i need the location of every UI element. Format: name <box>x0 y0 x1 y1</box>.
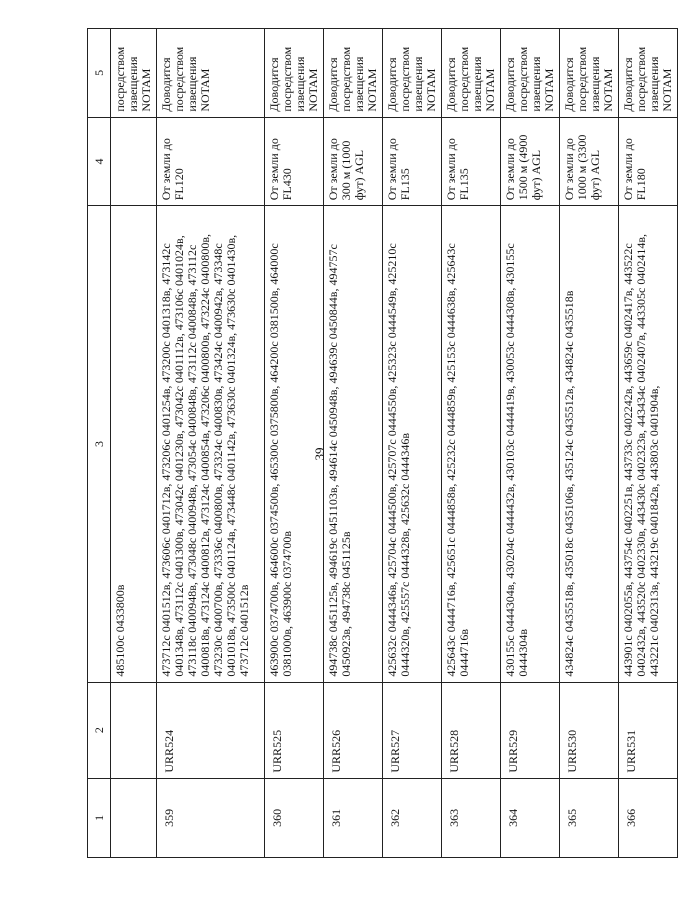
table-row <box>157 29 265 858</box>
vertical-limits: От земли до 300 м (1000 фут) AGL <box>324 117 383 206</box>
vertical-limits: От земли до FL430 <box>265 117 324 206</box>
row-number: 362 <box>383 778 442 857</box>
vertical-limits: От земли до 1500 м (4900 фут) AGL <box>501 117 560 206</box>
notice-method: Доводится посредством извещения NOTAM <box>619 29 678 118</box>
vertical-limits: От земли до FL120 <box>157 117 265 206</box>
header-col-5: 5 <box>88 29 111 118</box>
notice-method: Доводится посредством извещения NOTAM <box>501 29 560 118</box>
coordinates: 425643с 0444716в, 425651с 0444858в, 425232с 0444859в, 425153с 0444638в, 425643с 0444716в <box>442 206 501 682</box>
vertical-limits: От земли до FL135 <box>442 117 501 206</box>
vertical-limits: От земли до 1000 м (3300 фут) AGL <box>560 117 619 206</box>
notice-method: Доводится посредством извещения NOTAM <box>560 29 619 118</box>
table-row <box>265 29 324 858</box>
zone-code: URR526 <box>324 682 383 778</box>
rotated-table-wrapper <box>87 28 674 858</box>
header-col-1: 1 <box>88 778 111 857</box>
vertical-limits <box>111 117 157 206</box>
notice-method: Доводится посредством извещения NOTAM <box>157 29 265 118</box>
coordinates: 494738с 0451125в, 494619с 0451103в, 494614с 0450948в, 494639с 0450844в, 494757с 0450923в, 494738с 0451125в <box>324 206 383 682</box>
table-row <box>324 29 383 858</box>
zone-code: URR531 <box>619 682 678 778</box>
coordinates: 473712с 0401512в, 473606с 0401712в, 473206с 0401254в, 473200с 0401318в, 473142с 0401348в, 473112с 0401300в, 473042с 0401230в, 473042с 0401112в, 473106с 0401024в, 473118с 0400948в, 473048с 0400948в, 473054с 0400848в, 473112с 0400848в, 473112с 0400818в, 473124с 0400812в, 473124с 0400854в, 473206с 0400800в, 473224с 0400800в, 473230с 0400700в, 473336с 0400800в, 473324с 0400830в, 473424с 0400942в, 473348с 0401018в, 473500с 0401124в, 473448с 0401142в, 473630с 0401324в, 473630с 0401430в, 473712с 0401512в <box>157 206 265 682</box>
vertical-limits: От земли до FL135 <box>383 117 442 206</box>
coordinates: 485100с 0433800в <box>111 206 157 682</box>
table-row <box>383 29 442 858</box>
zone-code: URR528 <box>442 682 501 778</box>
table-row <box>619 29 678 858</box>
row-number: 364 <box>501 778 560 857</box>
header-col-3: 3 <box>88 206 111 682</box>
table-row <box>560 29 619 858</box>
coordinates: 430155с 0444304в, 430204с 0444432в, 430103с 0444419в, 430053с 0444308в, 430155с 0444304в <box>501 206 560 682</box>
restricted-areas-table <box>87 28 678 858</box>
table-header-row <box>88 29 111 858</box>
row-number: 365 <box>560 778 619 857</box>
row-number: 361 <box>324 778 383 857</box>
vertical-limits: От земли до FL180 <box>619 117 678 206</box>
zone-code: URR529 <box>501 682 560 778</box>
notice-method: Доводится посредством извещения NOTAM <box>324 29 383 118</box>
page-number: 39 <box>312 447 327 461</box>
coordinates: 443901с 0402055в, 443754с 0402251в, 443733с 0402242в, 443659с 0402417в, 443522с 0402432в, 443520с 0402330в, 443430с 0402323в, 443434с 0402407в, 443305с 0402414в, 443221с 0402313в, 443219с 0401842в, 443803с 0401904в, <box>619 206 678 682</box>
coordinates: 463900с 0374700в, 464600с 0374500в, 465300с 0375800в, 464200с 0381500в, 464000с 0381000в, 463900с 0374700в <box>265 206 324 682</box>
coordinates: 434824с 0435518в, 435018с 0435106в, 435124с 0435512в, 434824с 0435518в <box>560 206 619 682</box>
row-number: 360 <box>265 778 324 857</box>
header-col-4: 4 <box>88 117 111 206</box>
row-number: 366 <box>619 778 678 857</box>
table-row <box>442 29 501 858</box>
table-row <box>501 29 560 858</box>
table-row <box>111 29 157 858</box>
notice-method: Доводится посредством извещения NOTAM <box>442 29 501 118</box>
coordinates: 425632с 0444346в, 425704с 0444500в, 425707с 0444550в, 425323с 0444549в, 425210с 0444320в, 425557с 0444328в, 425632с 0444346в <box>383 206 442 682</box>
row-number <box>111 778 157 857</box>
zone-code: URR527 <box>383 682 442 778</box>
header-col-2: 2 <box>88 682 111 778</box>
zone-code: URR525 <box>265 682 324 778</box>
zone-code: URR524 <box>157 682 265 778</box>
zone-code <box>111 682 157 778</box>
notice-method: посредством извещения NOTAM <box>111 29 157 118</box>
zone-code: URR530 <box>560 682 619 778</box>
row-number: 363 <box>442 778 501 857</box>
row-number: 359 <box>157 778 265 857</box>
notice-method: Доводится посредством извещения NOTAM <box>383 29 442 118</box>
notice-method: Доводится посредством извещения NOTAM <box>265 29 324 118</box>
